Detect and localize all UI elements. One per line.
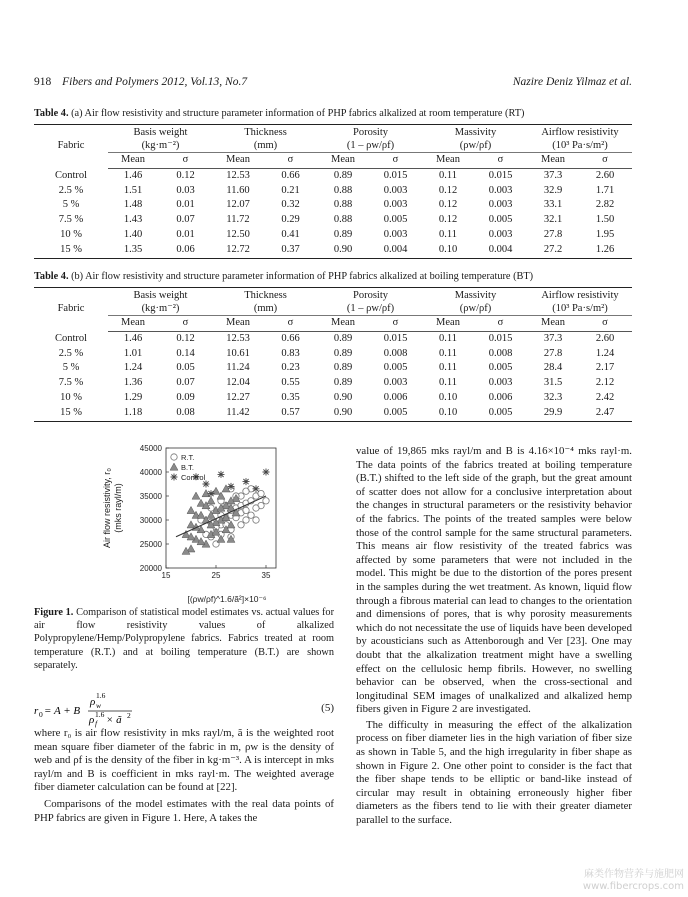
right-column-text — [356, 445, 632, 828]
bt-data-point — [207, 497, 215, 504]
sub-header: Mean — [213, 153, 263, 169]
value-cell: 11.72 — [226, 214, 250, 226]
value-cell: 0.003 — [383, 377, 408, 389]
fabric-cell: 10 % — [60, 391, 82, 403]
value-cell: 0.004 — [473, 243, 528, 258]
fabric-cell: 15 % — [34, 243, 108, 258]
value-cell: 0.35 — [281, 391, 300, 403]
journal-name: Fibers and Polymers 2012, Vol.13, No.7 — [62, 76, 248, 88]
table-row — [34, 347, 632, 362]
eq-lhs: r — [34, 705, 39, 717]
column-group-header — [528, 125, 632, 153]
group-unit: (1 – ρw/ρf) — [346, 139, 395, 151]
eq-numerator-sub: w — [96, 701, 102, 710]
group-unit: (kg·m⁻²) — [141, 302, 180, 314]
value-cell: 0.11 — [439, 347, 457, 359]
value-cell: 0.89 — [333, 377, 353, 389]
value-cell: 0.003 — [488, 199, 513, 211]
column-group-header — [528, 288, 632, 316]
value-cell: 0.11 — [439, 228, 457, 240]
value-cell: 2.42 — [595, 391, 615, 403]
value-cell: 0.88 — [333, 199, 353, 211]
y-tick-label: 30000 — [139, 516, 162, 525]
bt-data-point — [192, 492, 200, 499]
group-title: Porosity — [352, 290, 388, 301]
value-cell: 0.07 — [176, 214, 195, 226]
table-b-caption: Table 4. (b) Air flow resistivity and structure parameter information of PHP fabrics alkalized at boiling temperature (BT) — [34, 271, 534, 282]
value-cell: 0.89 — [333, 362, 353, 374]
value-cell: 12.53 — [226, 332, 250, 344]
value-cell: 0.06 — [158, 243, 213, 258]
value-cell: 10.61 — [226, 347, 250, 359]
sub-header: σ — [263, 316, 318, 332]
sub-header: σ — [473, 316, 528, 332]
value-cell: 0.003 — [383, 199, 408, 211]
header-left — [34, 76, 247, 88]
y-axis-unit-label: (mks rayl/m) — [113, 483, 123, 533]
watermark-line-2: www.fibercrops.com — [582, 881, 684, 892]
value-cell: 37.3 — [543, 169, 563, 181]
value-cell: 0.66 — [281, 169, 300, 181]
column-group-header — [423, 288, 528, 316]
value-cell: 0.015 — [383, 332, 408, 344]
value-cell: 12.04 — [226, 377, 250, 389]
value-cell: 0.11 — [439, 362, 457, 374]
value-cell: 0.14 — [176, 347, 195, 359]
y-tick-label: 35000 — [139, 492, 162, 501]
value-cell: 0.23 — [281, 362, 300, 374]
group-title: Massivity — [454, 290, 497, 301]
value-cell: 0.37 — [263, 243, 318, 258]
value-cell: 0.01 — [176, 199, 195, 211]
sub-header: Mean — [318, 316, 368, 332]
value-cell: 0.008 — [383, 347, 408, 359]
y-tick-label: 20000 — [139, 564, 162, 573]
column-group-header — [213, 288, 318, 316]
equation-5 — [34, 688, 334, 728]
rt-data-point — [248, 512, 254, 518]
value-cell: 27.8 — [543, 228, 563, 240]
rt-data-point — [238, 522, 244, 528]
sub-header: σ — [368, 316, 423, 332]
value-cell: 0.005 — [383, 362, 408, 374]
value-cell: 0.10 — [438, 391, 458, 403]
value-cell: 0.07 — [176, 377, 195, 389]
table-row — [34, 361, 632, 376]
value-cell: 0.55 — [281, 377, 300, 389]
sub-header: Mean — [213, 316, 263, 332]
value-cell: 1.24 — [595, 347, 615, 359]
value-cell: 1.50 — [595, 214, 615, 226]
rt-data-point — [243, 507, 249, 513]
fabric-cell: Control — [54, 169, 88, 181]
fabric-cell: 7.5 % — [58, 214, 84, 226]
group-title: Basis weight — [133, 290, 188, 301]
group-unit: (ρw/ρf) — [459, 302, 492, 314]
table-row — [34, 198, 632, 213]
left-paragraph-1: where r₀ is air flow resistivity in mks rayl/m, ã is the weighted root mean square fiber diameter of the fabric in m, ρw is the density of web and ρf is the density of the fiber in kg·m⁻³. A is intercept in mks rayl/m and B is coefficient in mks rayl·m. The weighted average fiber diameter calculation can be found at [22]. — [34, 727, 334, 794]
rt-data-point — [243, 488, 249, 494]
x-tick-label: 15 — [161, 571, 171, 580]
value-cell: 0.90 — [318, 243, 368, 258]
value-cell: 0.11 — [439, 332, 457, 344]
sub-header: σ — [473, 153, 528, 169]
value-cell: 0.83 — [281, 347, 300, 359]
column-group-header — [213, 125, 318, 153]
value-cell: 2.82 — [595, 199, 615, 211]
header-authors: Nazire Deniz Yilmaz et al. — [512, 76, 632, 88]
left-column-text — [34, 727, 334, 825]
sub-header: Mean — [108, 153, 158, 169]
value-cell: 0.66 — [281, 332, 300, 344]
group-unit: (10³ Pa·s/m²) — [552, 302, 608, 314]
control-data-point — [243, 478, 250, 485]
table-row — [34, 213, 632, 228]
fabric-cell: 10 % — [60, 228, 82, 240]
value-cell: 1.24 — [123, 362, 143, 374]
value-cell: 0.32 — [281, 199, 300, 211]
table-row — [34, 391, 632, 406]
value-cell: 2.12 — [595, 377, 615, 389]
rt-data-point — [243, 517, 249, 523]
value-cell: 0.03 — [176, 184, 195, 196]
fabric-cell: 15 % — [34, 406, 108, 421]
value-cell: 0.10 — [423, 406, 473, 421]
fabric-header: Fabric — [34, 288, 108, 332]
table-a — [34, 124, 632, 259]
equation-formula — [34, 688, 234, 730]
column-group-header — [423, 125, 528, 153]
value-cell: 0.005 — [488, 214, 513, 226]
eq-denominator: ρ — [89, 714, 95, 726]
value-cell: 0.12 — [438, 199, 458, 211]
x-axis-label: [(ρw/ρf)^1.6/ã²]×10⁻⁶ — [187, 594, 267, 604]
value-cell: 1.35 — [108, 243, 158, 258]
right-paragraph-2: The difficulty in measuring the effect of the alkalization process on fiber diameter lies in the high variation of fiber size as shown in Table 5, and the high irregularity in fiber shape as shown in Figure 2. One other point to consider is the fact that the fiber shape tends to be elliptic or band-like instead of circular may result in obtaining erroneously higher fiber diameters as the fibers tend to lie with their greater diameter parallel to the surface. — [356, 718, 632, 827]
value-cell: 32.3 — [543, 391, 563, 403]
sub-header: Mean — [423, 153, 473, 169]
value-cell: 32.1 — [543, 214, 563, 226]
table-b — [34, 287, 632, 422]
value-cell: 0.88 — [333, 184, 353, 196]
value-cell: 0.12 — [176, 332, 195, 344]
x-tick-label: 35 — [261, 571, 271, 580]
left-paragraph-2: Comparisons of the model estimates with the real data points of PHP fabrics are given in Figure 1. Here, A takes the — [34, 797, 334, 824]
value-cell: 0.006 — [488, 391, 513, 403]
value-cell: 0.12 — [438, 214, 458, 226]
value-cell: 2.60 — [595, 332, 615, 344]
table-row — [34, 184, 632, 199]
fabric-cell: 2.5 % — [58, 184, 84, 196]
value-cell: 2.47 — [578, 406, 632, 421]
value-cell: 0.90 — [318, 406, 368, 421]
x-tick-label: 25 — [211, 571, 221, 580]
table-row — [34, 406, 632, 421]
column-group-header — [318, 125, 423, 153]
value-cell: 0.006 — [383, 391, 408, 403]
control-data-point — [218, 471, 225, 478]
value-cell: 0.57 — [263, 406, 318, 421]
control-data-point — [253, 485, 260, 492]
value-cell: 0.12 — [438, 184, 458, 196]
value-cell: 0.015 — [488, 169, 513, 181]
table-row — [34, 376, 632, 391]
value-cell: 1.01 — [123, 347, 143, 359]
value-cell: 0.003 — [383, 184, 408, 196]
value-cell: 32.9 — [543, 184, 563, 196]
value-cell: 1.18 — [108, 406, 158, 421]
value-cell: 0.12 — [176, 169, 195, 181]
value-cell: 1.71 — [595, 184, 615, 196]
value-cell: 0.89 — [333, 228, 353, 240]
value-cell: 0.29 — [281, 214, 300, 226]
value-cell: 0.11 — [439, 169, 457, 181]
value-cell: 0.003 — [488, 228, 513, 240]
column-group-header — [108, 288, 213, 316]
group-title: Thickness — [244, 290, 287, 301]
y-tick-label: 45000 — [139, 444, 162, 453]
value-cell: 33.1 — [543, 199, 563, 211]
group-title: Porosity — [352, 127, 388, 138]
sub-header: σ — [263, 153, 318, 169]
sub-header: Mean — [108, 316, 158, 332]
value-cell: 11.60 — [226, 184, 250, 196]
value-cell: 0.005 — [488, 362, 513, 374]
rt-data-point — [253, 505, 259, 511]
value-cell: 12.07 — [226, 199, 250, 211]
value-cell: 1.26 — [578, 243, 632, 258]
page-number: 918 — [34, 76, 52, 88]
group-title: Airflow resistivity — [541, 290, 619, 301]
value-cell: 11.42 — [213, 406, 263, 421]
eq-denominator-rest: × ã — [106, 714, 122, 726]
value-cell: 0.05 — [176, 362, 195, 374]
fabric-cell: 2.5 % — [58, 347, 84, 359]
group-title: Thickness — [244, 127, 287, 138]
equation-number: (5) — [321, 702, 334, 714]
control-data-point — [263, 469, 270, 476]
value-cell: 1.43 — [123, 214, 143, 226]
group-title: Basis weight — [133, 127, 188, 138]
value-cell: 0.003 — [488, 377, 513, 389]
value-cell: 0.003 — [383, 228, 408, 240]
value-cell: 0.89 — [333, 169, 353, 181]
fabric-cell: 7.5 % — [58, 377, 84, 389]
legend-marker — [171, 454, 177, 460]
value-cell: 29.9 — [528, 406, 578, 421]
value-cell: 0.008 — [488, 347, 513, 359]
watermark — [583, 869, 684, 893]
value-cell: 0.11 — [439, 377, 457, 389]
value-cell: 2.17 — [595, 362, 615, 374]
group-title: Massivity — [454, 127, 497, 138]
eq-numerator-sup: 1.6 — [96, 691, 106, 700]
value-cell: 0.41 — [281, 228, 300, 240]
value-cell: 1.95 — [595, 228, 615, 240]
value-cell: 0.88 — [333, 214, 353, 226]
table-row — [34, 331, 632, 346]
eq-denominator-sub: f — [95, 719, 98, 728]
value-cell: 12.50 — [226, 228, 250, 240]
bt-data-point — [187, 506, 195, 513]
value-cell: 2.60 — [595, 169, 615, 181]
sub-header: σ — [578, 316, 632, 332]
value-cell: 27.8 — [543, 347, 563, 359]
sub-header: σ — [368, 153, 423, 169]
group-unit: (1 – ρw/ρf) — [346, 302, 395, 314]
watermark-line-1: 麻类作物营养与施肥网 — [584, 869, 684, 880]
eq-rhs-start: = A + B — [44, 705, 81, 717]
table-row — [34, 168, 632, 183]
figure-caption: Figure 1. Comparison of statistical model estimates vs. actual values for air flow resistivity values of alkalized Polypropylene/Hemp/Polypropylene fabrics. Fabrics treated at room temperature (R.T.) and at boiling temperature (B.T.) are shown separately. — [34, 607, 334, 671]
control-data-point — [228, 483, 235, 490]
value-cell: 0.01 — [176, 228, 195, 240]
figure-1 — [100, 440, 320, 615]
sub-header: Mean — [423, 316, 473, 332]
rt-data-point — [258, 490, 264, 496]
value-cell: 0.003 — [488, 184, 513, 196]
value-cell: 0.005 — [473, 406, 528, 421]
eq-lhs-sub: 0 — [39, 710, 43, 719]
sub-header: σ — [158, 153, 213, 169]
value-cell: 0.89 — [333, 347, 353, 359]
value-cell: 0.21 — [281, 184, 300, 196]
rt-data-point — [263, 498, 269, 504]
right-paragraph-1: value of 19,865 mks rayl/m and B is 4.16×10⁻⁴ mks rayl·m. The data points of the fabrics treated at boiling temperature (B.T.) shifted to the left side of the graph, but the great amount of scatter does not allow for a conclusive interpretation about the changes in structural parameters or the resistivity behavior of the fabrics. The points of the treated samples were below those of the control sample for the same structural parameters. This means air flow resistivity of the treated fabrics was affected by some parameters that were not included in the model. This might be due to the distortion of the pores present in the samples during the wet treatment. As known, liquid flow through a fibrous material can lead to changes to the orientation and dimensions of pores, that is why porosity measurements which do not necessitate the use of liquids have been developed by acousticians such as Attenborough and Ver [23]. One may doubt that the alkalization treatment might have a swelling effect on the cellulosic hemp fibrils. However, no swelling behavior can be observed, when the cross-sectional and longitudinal SEM images of unalkalized and alkalized hemp fibers given in Figure 2 are investigated. — [356, 445, 632, 716]
page-header — [34, 76, 632, 90]
value-cell: 0.005 — [368, 406, 423, 421]
legend-marker — [171, 474, 178, 481]
eq-denominator-rest-sup: 2 — [127, 711, 131, 720]
value-cell: 12.72 — [213, 243, 263, 258]
y-tick-label: 25000 — [139, 540, 162, 549]
legend-label: Control — [181, 473, 206, 482]
value-cell: 12.53 — [226, 169, 250, 181]
value-cell: 0.09 — [176, 391, 195, 403]
value-cell: 1.36 — [123, 377, 143, 389]
value-cell: 28.4 — [543, 362, 563, 374]
value-cell: 1.29 — [123, 391, 143, 403]
legend-label: R.T. — [181, 453, 195, 462]
value-cell: 37.3 — [543, 332, 563, 344]
group-unit: (mm) — [253, 139, 278, 151]
fabric-cell: 5 % — [62, 362, 80, 374]
value-cell: 1.46 — [123, 169, 143, 181]
value-cell: 1.40 — [123, 228, 143, 240]
eq-numerator: ρ — [90, 696, 96, 708]
sub-header: Mean — [528, 316, 578, 332]
fabric-header: Fabric — [34, 125, 108, 169]
scatter-chart — [100, 440, 320, 615]
group-unit: (10³ Pa·s/m²) — [552, 139, 608, 151]
value-cell: 0.89 — [333, 332, 353, 344]
fabric-cell: Control — [54, 332, 88, 344]
group-title: Airflow resistivity — [541, 127, 619, 138]
table-row — [34, 243, 632, 258]
group-unit: (mm) — [253, 302, 278, 314]
control-data-point — [208, 490, 215, 497]
value-cell: 12.27 — [226, 391, 250, 403]
value-cell: 0.004 — [368, 243, 423, 258]
value-cell: 0.10 — [423, 243, 473, 258]
value-cell: 0.08 — [158, 406, 213, 421]
value-cell: 11.24 — [226, 362, 250, 374]
y-axis-label: Air flow resistivity, r₀ — [102, 467, 112, 549]
value-cell: 0.90 — [333, 391, 353, 403]
value-cell: 1.46 — [123, 332, 143, 344]
value-cell: 31.5 — [543, 377, 563, 389]
sub-header: σ — [578, 153, 632, 169]
column-group-header — [318, 288, 423, 316]
y-tick-label: 40000 — [139, 468, 162, 477]
table-a-caption: Table 4. (a) Air flow resistivity and structure parameter information of PHP fabrics alkalized at room temperature (RT) — [34, 108, 525, 119]
rt-data-point — [253, 517, 259, 523]
legend-marker — [170, 463, 178, 470]
value-cell: 27.2 — [528, 243, 578, 258]
table-row — [34, 228, 632, 243]
sub-header: Mean — [528, 153, 578, 169]
sub-header: Mean — [318, 153, 368, 169]
group-unit: (kg·m⁻²) — [141, 139, 180, 151]
value-cell: 0.015 — [383, 169, 408, 181]
value-cell: 0.005 — [383, 214, 408, 226]
value-cell: 1.51 — [123, 184, 143, 196]
sub-header: σ — [158, 316, 213, 332]
value-cell: 0.015 — [488, 332, 513, 344]
fabric-cell: 5 % — [62, 199, 80, 211]
column-group-header — [108, 125, 213, 153]
group-unit: (ρw/ρf) — [459, 139, 492, 151]
value-cell: 1.48 — [123, 199, 143, 211]
legend-label: B.T. — [181, 463, 194, 472]
eq-denominator-sup: 1.6 — [95, 710, 105, 719]
